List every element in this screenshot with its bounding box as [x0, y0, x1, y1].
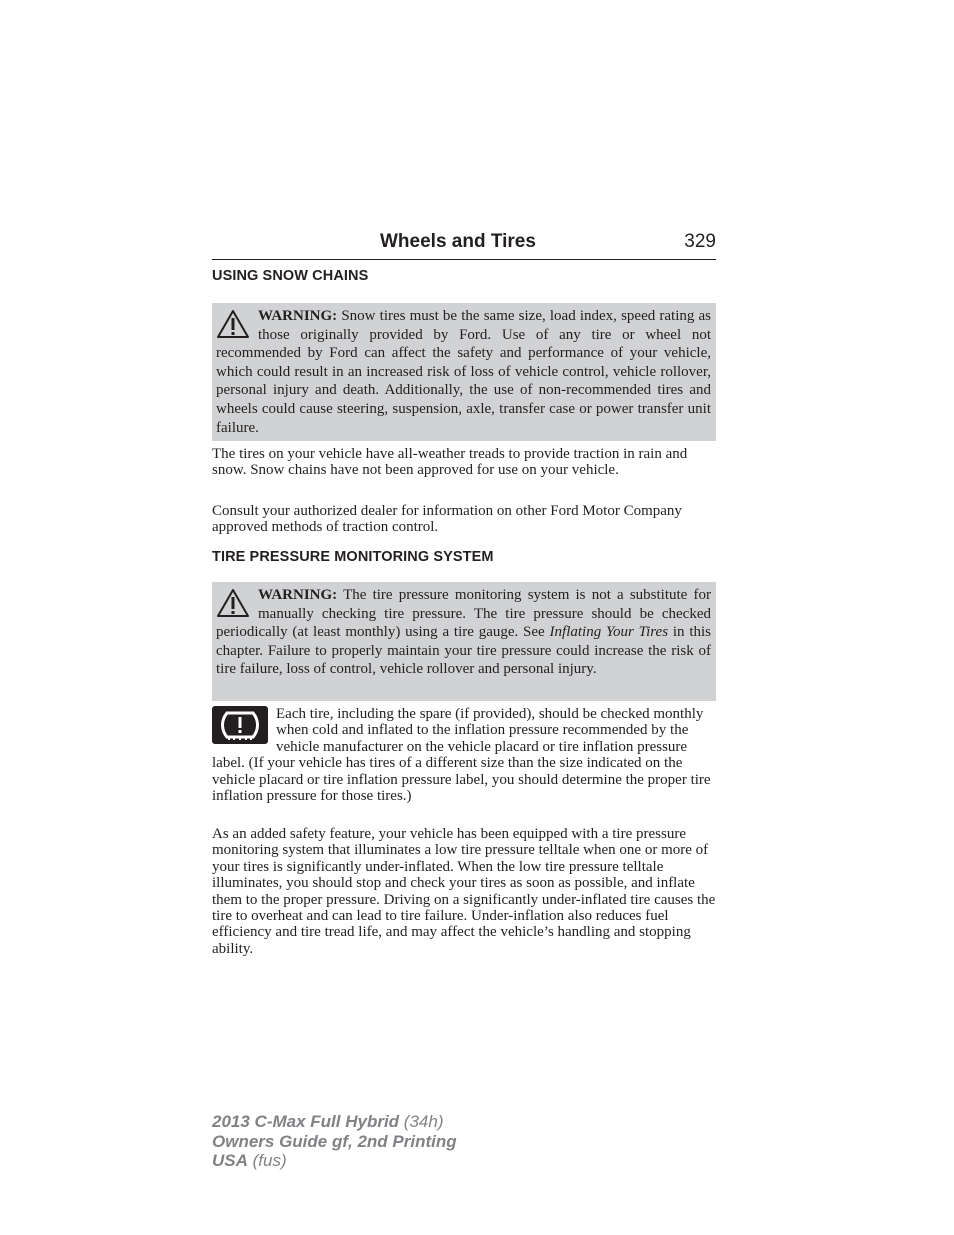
body-paragraph: As an added safety feature, your vehicle has been equipped with a tire pressure monitoring system that illuminates a low tire pressure telltale when one or more of your tires is significantly under-inflated. When the low tire pressure telltale illuminates, you should stop and check your tires as soon as possible, and inflate them to the proper pressure. Driving on a significantly under-inflated tire causes the tire to overheat and can lead to tire failure. Under-inflation also reduces fuel efficiency and tire tread life, and may affect the vehicle’s handling and stopping ability.	[212, 826, 716, 957]
footer-line	[212, 1112, 457, 1132]
section-heading-snow-chains: USING SNOW CHAINS	[212, 268, 369, 284]
cross-reference-link: Inflating Your Tires	[549, 624, 669, 641]
body-paragraph: Consult your authorized dealer for information on other Ford Motor Company approved methods of traction control.	[212, 503, 682, 536]
warning-box-snow-chains	[212, 303, 716, 441]
footer-guide: Owners Guide gf, 2nd Printing	[212, 1131, 457, 1151]
footer-model-code: (34h)	[403, 1112, 444, 1131]
page-header	[212, 228, 716, 260]
tire-pressure-telltale-icon	[212, 706, 268, 744]
body-paragraph: The tires on your vehicle have all-weather treads to provide traction in rain and snow. Snow chains have not been approved for use on your vehicle.	[212, 446, 688, 479]
warning-label: WARNING:	[258, 587, 338, 603]
warning-label: WARNING:	[258, 308, 338, 324]
manual-page	[212, 228, 716, 957]
page-footer	[212, 1112, 457, 1171]
footer-model: 2013 C-Max Full Hybrid	[212, 1112, 400, 1131]
warning-box-tpms	[212, 582, 716, 701]
warning-triangle-icon	[216, 309, 250, 339]
warning-text: The tire pressure monitoring system is not a substitute for manually checking tire pressure. The tire pressure should be checked periodically (at least monthly) using a tire gauge. See	[216, 587, 711, 641]
body-paragraph: Each tire, including the spare (if provided), should be checked monthly when cold and inflated to the inflation pressure recommended by the vehicle manufacturer on the vehicle placard or tire inflation pressure label. (If your vehicle has tires of a different size than the size indicated on the vehicle placard or tire inflation pressure label, you should determine the proper tire inflation pressure for those tires.)	[212, 706, 711, 805]
warning-text: in this chapter. Failure to properly maintain your tire pressure could increase the risk of tire failure, loss of control, vehicle rollover and personal injury.	[216, 624, 712, 678]
footer-line	[212, 1151, 457, 1171]
tpms-description	[212, 706, 716, 804]
footer-market: USA	[212, 1151, 248, 1170]
warning-triangle-icon	[216, 588, 250, 618]
footer-line	[212, 1132, 457, 1152]
page-number: 329	[684, 231, 716, 252]
section-heading-tpms: TIRE PRESSURE MONITORING SYSTEM	[212, 549, 494, 565]
warning-text: Snow tires must be the same size, load index, speed rating as those originally provided by Ford. Use of any tire or wheel not recommended by Ford can affect the safety and performance of your vehicle, which could result in an increased risk of loss of vehicle control, vehicle rollover, personal injury and death. Additionally, the use of non-recommended tires and wheels could cause steering, suspension, axle, transfer case or power transfer unit failure.	[216, 308, 711, 436]
chapter-title: Wheels and Tires	[380, 231, 536, 252]
footer-market-code: (fus)	[252, 1151, 287, 1170]
